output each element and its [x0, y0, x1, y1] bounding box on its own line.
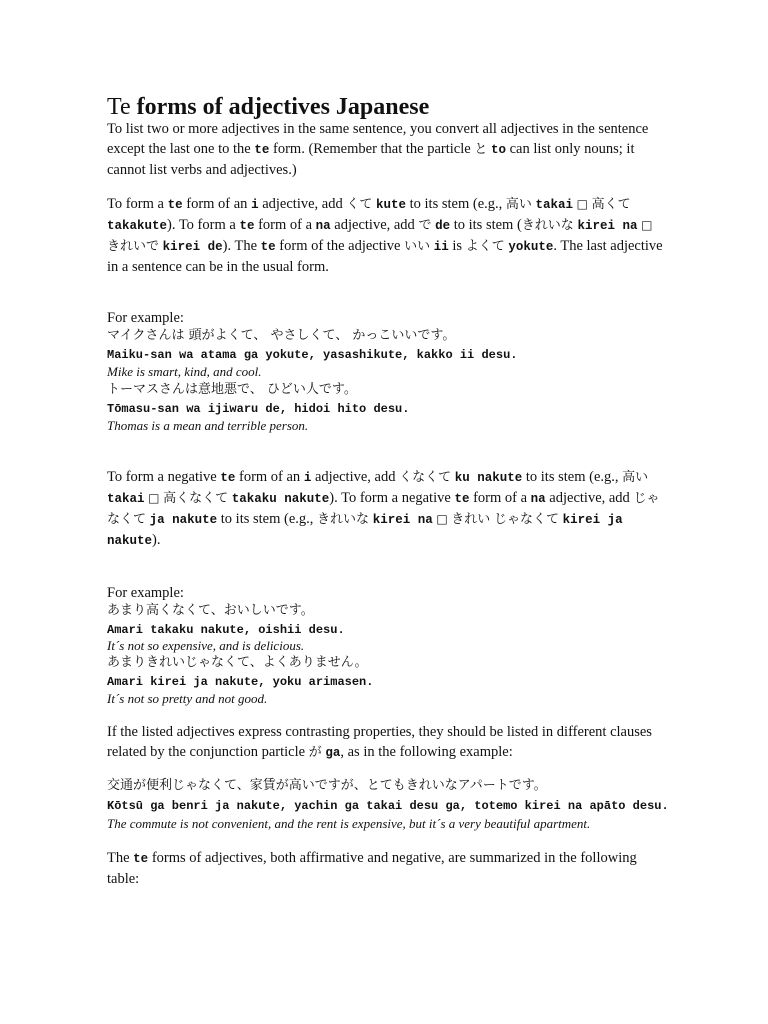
text: form of an	[238, 469, 301, 485]
jp-kunakute: くなくて	[399, 470, 452, 485]
code-takakunakute: takaku nakute	[231, 492, 330, 506]
code-te: te	[220, 471, 236, 485]
text: form of a	[473, 490, 528, 506]
code-te: te	[167, 198, 183, 212]
code-te: te	[133, 852, 149, 866]
text: form. (Remember that the particle	[273, 141, 471, 157]
text: , as in the following example:	[340, 744, 513, 760]
title-rest: forms of adjectives Japanese	[136, 94, 430, 120]
jp-kute: くて	[346, 197, 373, 212]
code-te: te	[254, 143, 270, 157]
example3-jp: 交通が便利じゃなくて、家賃が高いですが、とてもきれいなアパートです。	[107, 778, 547, 793]
jp-yokute: よくて	[465, 239, 505, 254]
jp-to: と	[474, 142, 488, 157]
text: to its stem (e.g.,	[525, 469, 619, 485]
example1-romaji-1: Maiku-san wa atama ga yokute, yasashikute, kakko ii desu.	[107, 348, 518, 362]
code-i: i	[303, 471, 312, 485]
title-te: Te	[107, 94, 131, 120]
text: to its stem (e.g.,	[409, 196, 503, 212]
jp-takai: 高い	[505, 197, 532, 212]
text: can list only nouns; it cannot list verbs and adjectives.)	[107, 141, 635, 178]
code-kunakute: ku nakute	[454, 471, 523, 485]
example2-jp-1: あまり高くなくて、おいしいです。	[107, 603, 314, 618]
code-janakute: ja nakute	[149, 513, 218, 527]
code-kireina: kirei na	[577, 219, 638, 233]
code-te: te	[239, 219, 255, 233]
jp-takakunakute: 高くなくて	[163, 491, 229, 506]
arrow-box-icon: □	[641, 218, 653, 232]
text: to its stem (	[453, 217, 522, 233]
example1-romaji-2: Tōmasu-san wa ijiwaru de, hidoi hito desu.	[107, 402, 410, 416]
example1-english-2: Thomas is a mean and terrible person.	[107, 418, 309, 433]
code-takai: takai	[107, 492, 145, 506]
example2-romaji-1: Amari takaku nakute, oishii desu.	[107, 623, 345, 637]
code-takai: takai	[535, 198, 574, 212]
text: To form a	[107, 196, 164, 212]
code-na: na	[315, 219, 331, 233]
summary-paragraph	[107, 848, 667, 889]
code-ga: ga	[325, 746, 341, 760]
jp-takakute: 高くて	[591, 197, 631, 212]
jp-ga: が	[308, 745, 322, 760]
text: adjective, add	[314, 469, 396, 485]
text: To form a negative	[107, 469, 217, 485]
intro-paragraph	[107, 119, 667, 180]
example2-label: For example:	[107, 585, 184, 601]
text: ). The	[222, 238, 258, 254]
code-kireijanakute: kirei ja nakute	[107, 513, 623, 548]
text: form of the adjective	[279, 238, 401, 254]
example3-english: The commute is not convenient, and the rent is expensive, but it´s a very beautiful apartment.	[107, 816, 591, 831]
arrow-box-icon: □	[436, 512, 448, 526]
example2-english-2: It´s not so pretty and not good.	[107, 691, 268, 706]
code-te: te	[454, 492, 470, 506]
text: To list two or more adjectives in the same sentence, you convert all adjectives in the sentence except the last one to the	[107, 121, 649, 157]
example2-english-1: It´s not so expensive, and is delicious.	[107, 638, 305, 653]
jp-kirei: きれい	[451, 512, 491, 527]
page-title	[107, 92, 429, 122]
text: form of a	[258, 217, 313, 233]
text: is	[452, 238, 463, 254]
example3-romaji: Kōtsū ga benri ja nakute, yachin ga takai desu ga, totemo kirei na apāto desu.	[107, 799, 669, 813]
text: ). To form a negative	[329, 490, 451, 506]
text: to its stem (e.g.,	[220, 511, 314, 527]
code-to: to	[490, 143, 506, 157]
text: If the listed adjectives express contrasting properties, they should be listed in different clauses related by the conjunction particle	[107, 724, 652, 760]
jp-kireina: きれいな	[521, 218, 574, 233]
code-de: de	[435, 219, 451, 233]
text: ). To form a	[167, 217, 236, 233]
code-na: na	[530, 492, 546, 506]
example1-jp-1: マイクさんは 頭がよくて、 やさしくて、 かっこいいです。	[107, 328, 456, 343]
code-i: i	[251, 198, 259, 212]
jp-ii: いい	[404, 239, 431, 254]
text: adjective, add	[549, 490, 630, 506]
jp-janakute: じゃなくて	[107, 491, 660, 527]
contrast-paragraph	[107, 722, 667, 763]
code-te: te	[260, 240, 276, 254]
example2-romaji-2: Amari kirei ja nakute, yoku arimasen.	[107, 675, 374, 689]
example1-english-1: Mike is smart, kind, and cool.	[107, 364, 262, 379]
arrow-box-icon: □	[148, 491, 160, 505]
jp-takai: 高い	[622, 470, 649, 485]
arrow-box-icon: □	[576, 197, 589, 211]
example1-jp-2: トーマスさんは意地悪で、 ひどい人です。	[107, 382, 357, 397]
code-takakute: takakute	[107, 219, 168, 233]
text: The	[107, 850, 130, 866]
jp-kireide: きれいで	[107, 239, 160, 254]
code-ii: ii	[433, 240, 449, 254]
rule2-paragraph	[107, 467, 667, 551]
rule1-paragraph	[107, 194, 667, 277]
text: forms of adjectives, both affirmative and negative, are summarized in the following table:	[107, 850, 637, 887]
text: . The last adjective in a sentence can be in the usual form.	[107, 238, 663, 275]
jp-de: で	[418, 218, 432, 233]
text: adjective, add	[334, 217, 415, 233]
text: adjective, add	[262, 196, 343, 212]
code-kireina: kirei na	[372, 513, 433, 527]
text: ).	[152, 532, 161, 548]
jp-kireina: きれいな	[317, 512, 370, 527]
example2-jp-2: あまりきれいじゃなくて、よくありません。	[107, 655, 368, 670]
text: form of an	[186, 196, 248, 212]
code-kireide: kirei de	[162, 240, 223, 254]
example1-label: For example:	[107, 310, 184, 326]
code-kute: kute	[375, 198, 406, 212]
code-yokute: yokute	[508, 240, 554, 254]
jp-janakute: じゃなくて	[493, 512, 559, 527]
